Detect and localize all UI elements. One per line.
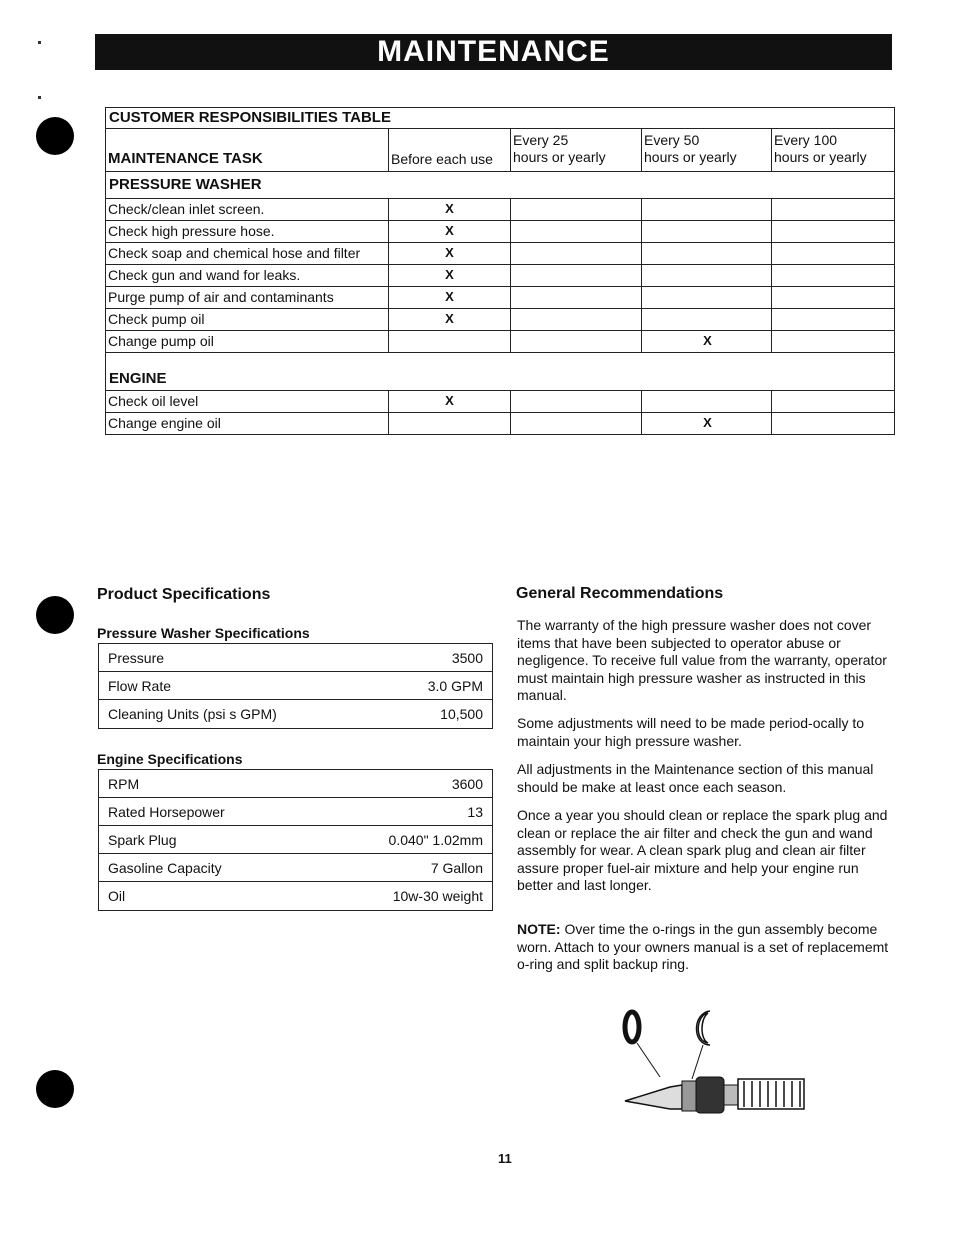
recommendation-paragraph: Some adjustments will need to be made period-ocally to maintain your high pressure washer. bbox=[517, 715, 865, 749]
page-banner: MAINTENANCE bbox=[95, 34, 892, 70]
note-label: NOTE: bbox=[517, 921, 561, 937]
table-row: Purge pump of air and contaminants X bbox=[106, 287, 894, 309]
section-engine: ENGINE bbox=[106, 353, 894, 391]
product-specifications-title: Product Specifications bbox=[97, 586, 271, 603]
header-every-25: Every 25 hours or yearly bbox=[511, 129, 642, 171]
table-row: Check pump oil X bbox=[106, 309, 894, 331]
table-row: Change pump oil X bbox=[106, 331, 894, 353]
table-row: Cleaning Units (psi s GPM) 10,500 bbox=[108, 706, 483, 722]
table-row: Flow Rate 3.0 GPM bbox=[99, 672, 492, 700]
table-row: RPM 3600 bbox=[99, 770, 492, 798]
pressure-washer-specs-table bbox=[98, 643, 493, 729]
table-row: Gasoline Capacity 7 Gallon bbox=[99, 854, 492, 882]
header-before-each-use: Before each use bbox=[389, 129, 511, 171]
note-paragraph: NOTE: Over time the o-rings in the gun assembly become worn. Attach to your owners manual is a set of replacememt o-ring and split backup ring. bbox=[517, 921, 889, 972]
table-row: Check/clean inlet screen. X bbox=[106, 199, 894, 221]
table-row: Change engine oil X bbox=[106, 413, 894, 434]
customer-responsibilities-table bbox=[105, 107, 895, 435]
binder-hole-middle bbox=[36, 596, 74, 634]
table-row: Check gun and wand for leaks. X bbox=[106, 265, 894, 287]
pressure-washer-specs-title: Pressure Washer Specifications bbox=[97, 625, 310, 641]
table-row: Check oil level X bbox=[106, 391, 894, 413]
section-pressure-washer: PRESSURE WASHER bbox=[106, 172, 894, 199]
header-task: MAINTENANCE TASK bbox=[106, 129, 389, 171]
o-ring-illustration bbox=[620, 1005, 810, 1115]
engine-specs-table bbox=[98, 769, 493, 911]
table-row: Spark Plug 0.040" 1.02mm bbox=[99, 826, 492, 854]
table-row: Check high pressure hose. X bbox=[106, 221, 894, 243]
engine-specs-title: Engine Specifications bbox=[97, 751, 243, 767]
table-row: Pressure 3500 bbox=[99, 644, 492, 672]
binder-hole-top bbox=[36, 117, 74, 155]
recommendation-paragraph: Once a year you should clean or replace the spark plug and clean or replace the air filter and check the gun and wand assembly for wear. A clean spark plug and clean air filter assure proper fuel-air mixture and help your engine run better and last longer. bbox=[517, 807, 888, 893]
general-recommendations-title: General Recommendations bbox=[516, 585, 724, 602]
header-every-50: Every 50 hours or yearly bbox=[642, 129, 772, 171]
header-every-100: Every 100 hours or yearly bbox=[774, 132, 867, 165]
binder-hole-bottom bbox=[36, 1070, 74, 1108]
table-header-row bbox=[106, 129, 894, 172]
speck bbox=[38, 96, 41, 99]
speck bbox=[38, 41, 41, 44]
table-caption: CUSTOMER RESPONSIBILITIES TABLE bbox=[106, 108, 894, 129]
table-row: Oil 10w-30 weight bbox=[108, 888, 483, 904]
table-row: Rated Horsepower 13 bbox=[99, 798, 492, 826]
recommendation-paragraph: The warranty of the high pressure washer does not cover items that have been subjected to operator abuse or negligence. To receive full value from the warranty, operator must maintain high pressure washer as instructed in this manual. bbox=[517, 617, 887, 703]
recommendation-paragraph: All adjustments in the Maintenance section of this manual should be make at least once each season. bbox=[517, 761, 874, 795]
table-row: Check soap and chemical hose and filter X bbox=[106, 243, 894, 265]
page-number: 11 bbox=[498, 1151, 512, 1166]
